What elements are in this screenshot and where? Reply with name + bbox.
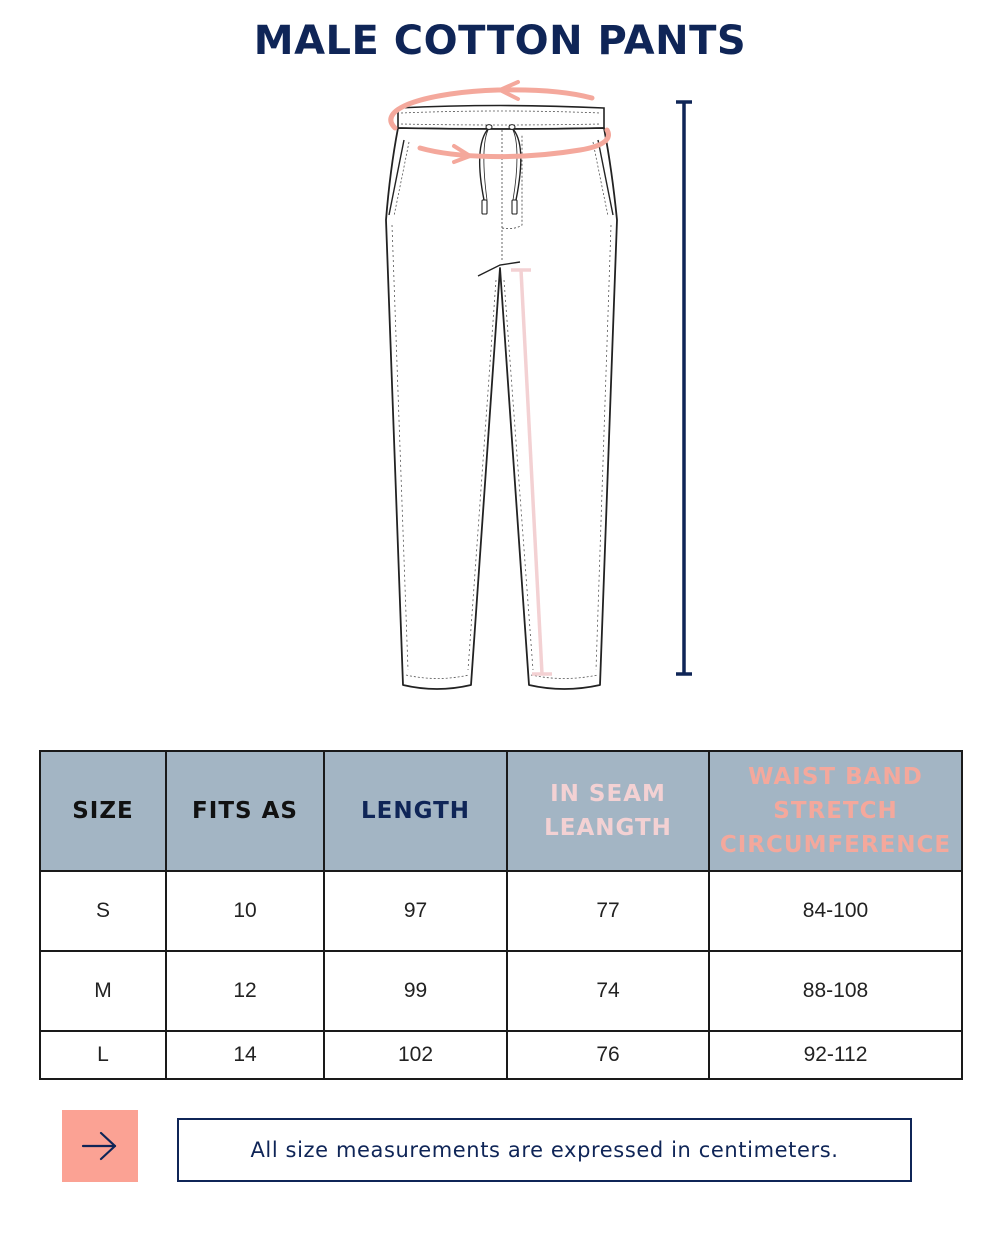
- pants-outline: [386, 128, 617, 689]
- header-length: LENGTH: [324, 751, 507, 871]
- cell-fits-as: 10: [166, 871, 324, 951]
- arrow-right-icon: [80, 1129, 120, 1163]
- cell-waist: 84-100: [709, 871, 962, 951]
- cell-length: 102: [324, 1031, 507, 1079]
- arrow-badge: [62, 1110, 138, 1182]
- cell-fits-as: 12: [166, 951, 324, 1031]
- length-line: [676, 102, 692, 674]
- cell-length: 97: [324, 871, 507, 951]
- pants-illustration: [370, 78, 710, 698]
- cell-length: 99: [324, 951, 507, 1031]
- cell-waist: 88-108: [709, 951, 962, 1031]
- table-header-row: [40, 751, 962, 871]
- measurement-note-text: All size measurements are expressed in centimeters.: [250, 1138, 839, 1162]
- header-size: SIZE: [40, 751, 166, 871]
- table-row: [40, 951, 962, 1031]
- header-fits-as: FITS AS: [166, 751, 324, 871]
- header-inseam-line1: IN SEAM: [550, 781, 666, 807]
- header-inseam-line2: LEANGTH: [544, 815, 672, 841]
- header-waist-line3: CIRCUMFERENCE: [719, 832, 952, 858]
- cell-size: M: [40, 951, 166, 1031]
- header-inseam-length: [507, 751, 709, 871]
- cell-size: S: [40, 871, 166, 951]
- cell-size: L: [40, 1031, 166, 1079]
- size-chart-table: [39, 750, 963, 1080]
- cell-inseam: 76: [507, 1031, 709, 1079]
- table-row: [40, 1031, 962, 1079]
- header-waist-line1: WAIST BAND: [748, 764, 923, 790]
- cell-inseam: 74: [507, 951, 709, 1031]
- measurement-note: [177, 1118, 912, 1182]
- waistband-outline: [398, 106, 604, 130]
- page-title: MALE COTTON PANTS: [253, 18, 747, 64]
- header-waist-band: [709, 751, 962, 871]
- header-waist-line2: STRETCH: [773, 798, 898, 824]
- cell-waist: 92-112: [709, 1031, 962, 1079]
- table-row: [40, 871, 962, 951]
- cell-inseam: 77: [507, 871, 709, 951]
- cell-fits-as: 14: [166, 1031, 324, 1079]
